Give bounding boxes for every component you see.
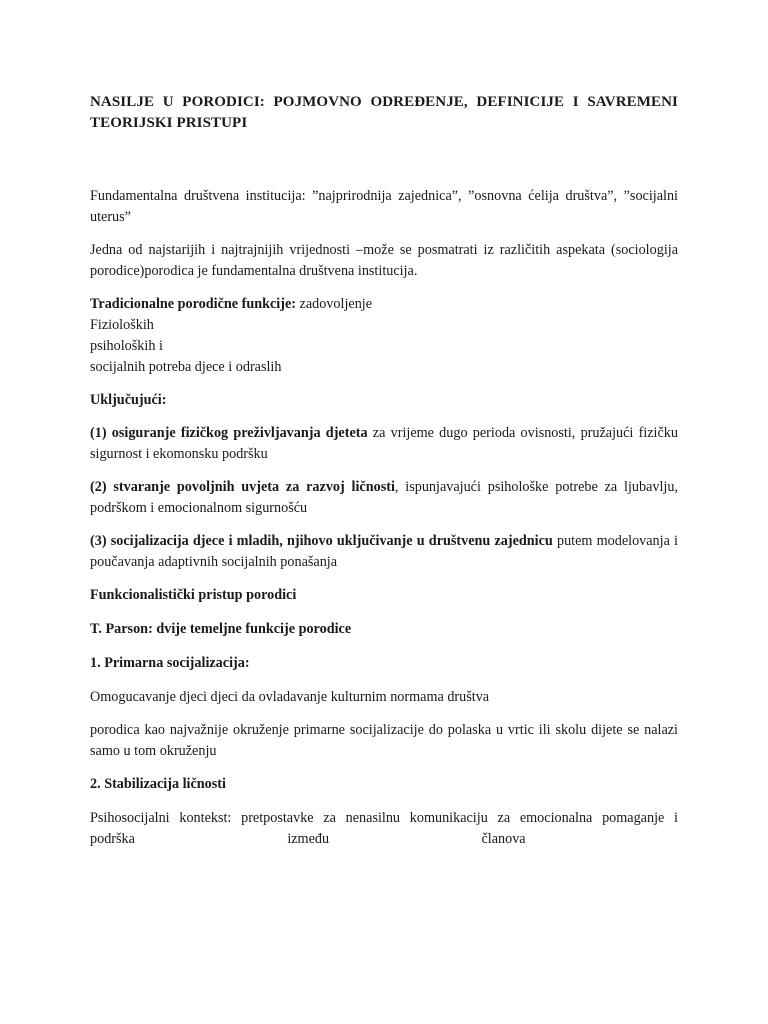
stabilizacija-line-1-text: Psihosocijalni kontekst: pretpostavke za nenasilnu komunikaciju za emocionalna pomaganje i — [90, 810, 678, 826]
heading-primarna — [90, 653, 678, 674]
stabilizacija-text: 2. Stabilizacija ličnosti — [90, 776, 226, 792]
primarna-text: 1. Primarna socijalizacija: — [90, 655, 250, 671]
document-title: NASILJE U PORODICI: POJMOVNO ODREĐENJE, DEFINICIJE I SAVREMENI TEORIJSKI PRISTUPI — [90, 94, 678, 131]
list-item-1 — [90, 423, 678, 465]
traditional-functions-rest: zadovoljenje — [296, 296, 373, 312]
heading-parson — [90, 619, 678, 640]
traditional-line-2: psiholoških i — [90, 338, 163, 354]
paragraph-stabilizacija — [90, 808, 678, 850]
heading-functionalist — [90, 585, 678, 606]
stabilizacija-line-2 — [90, 829, 678, 850]
list-item-2-bold: (2) stvaranje povoljnih uvjeta za razvoj ličnosti — [90, 479, 395, 495]
paragraph-primarna-2: porodica kao najvažnije okruženje primarne socijalizacije do polaska u vrtic ili skolu dijete se nalazi samo u tom okruženju — [90, 722, 678, 759]
heading-ukljucujuci — [90, 390, 678, 411]
parson-text: T. Parson: dvije temeljne funkcije porodice — [90, 621, 352, 637]
traditional-line-1: Fizioloških — [90, 317, 154, 333]
heading-stabilizacija — [90, 774, 678, 795]
functionalist-text: Funkcionalistički pristup porodici — [90, 587, 297, 603]
list-item-2-rest: , ispunjavajući psihološke potrebe za ljubavlju, podrškom i emocionalnom sigurnošću — [90, 479, 678, 516]
list-item-3 — [90, 531, 678, 573]
paragraph-traditional-functions — [90, 294, 678, 378]
list-item-3-bold: (3) socijalizacija djece i mladih, njihovo uključivanje u društvenu zajednicu — [90, 533, 553, 549]
traditional-line-3: socijalnih potreba djece i odraslih — [90, 359, 282, 375]
list-item-1-bold: (1) osiguranje fizičkog preživljavanja djeteta — [90, 425, 368, 441]
paragraph-institution: Fundamentalna društvena institucija: ”najprirodnija zajednica”, ”osnovna ćelija društva”, ”socijalni uterus” — [90, 188, 678, 225]
list-item-1-rest: za vrijeme dugo perioda ovisnosti, pružajući fizičku sigurnost i ekomonsku podršku — [90, 425, 678, 462]
document-page — [90, 92, 678, 850]
list-item-2 — [90, 477, 678, 519]
list-item-3-rest: putem modelovanja i poučavanja adaptivnih socijalnih ponašanja — [90, 533, 678, 570]
paragraph-values: Jedna od najstarijih i najtrajnijih vrijednosti –može se posmatrati iz različitih aspekata (sociologija porodice)porodica je fundamentalna društvena institucija. — [90, 242, 678, 279]
traditional-functions-label: Tradicionalne porodične funkcije: — [90, 296, 296, 312]
word-clanova: članova — [481, 831, 526, 847]
stabilizacija-line-1 — [90, 808, 678, 829]
paragraph-primarna-1: Omogucavanje djeci djeci da ovladavanje kulturnim normama društva — [90, 689, 490, 705]
ukljucujuci-text: Uključujući: — [90, 392, 167, 408]
word-izmedu: između — [287, 831, 330, 847]
word-podrska: podrška — [90, 831, 135, 847]
